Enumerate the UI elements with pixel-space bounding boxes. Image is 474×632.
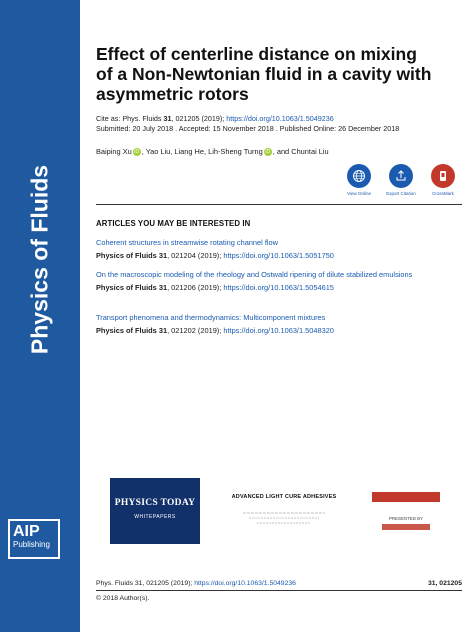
related-articles-heading: ARTICLES YOU MAY BE INTERESTED IN bbox=[96, 219, 251, 228]
article-title: Effect of centerline distance on mixing of a Non-Newtonian fluid in a cavity with asymmetric rotors bbox=[96, 44, 432, 104]
related-article-title[interactable]: Coherent structures in streamwise rotating channel flow bbox=[96, 238, 278, 247]
dates-line: Submitted: 20 July 2018 . Accepted: 15 November 2018 . Published Online: 26 December 2018 bbox=[96, 124, 400, 133]
crossmark-label: CrossMark bbox=[432, 191, 454, 196]
ad3-banner bbox=[372, 492, 440, 502]
footer-cite-prefix: Phys. Fluids 31, 021205 (2019); bbox=[96, 580, 195, 587]
journal-sidebar bbox=[0, 0, 80, 632]
rel-journal: Physics of Fluids bbox=[96, 251, 159, 260]
related-article bbox=[96, 270, 466, 293]
journal-name: Physics of Fluids bbox=[26, 164, 53, 355]
author-name[interactable]: Baiping Xu bbox=[96, 147, 132, 156]
crossmark-icon bbox=[431, 164, 455, 188]
rel-volume: 31 bbox=[158, 326, 168, 335]
crossmark-button[interactable] bbox=[428, 164, 458, 196]
author-separator: , bbox=[203, 147, 209, 156]
rel-volume: 31 bbox=[158, 251, 168, 260]
rel-volume: 31 bbox=[158, 283, 168, 292]
footer-page-number: 31, 021205 bbox=[427, 580, 462, 587]
rel-cite: , 021204 (2019); bbox=[167, 251, 224, 260]
related-article-citation bbox=[96, 283, 466, 293]
view-online-button[interactable] bbox=[344, 164, 374, 196]
orcid-icon[interactable]: iD bbox=[134, 149, 140, 156]
related-article-doi-link[interactable]: https://doi.org/10.1063/1.5048320 bbox=[223, 326, 334, 335]
rel-cite: , 021206 (2019); bbox=[167, 283, 224, 292]
rel-journal: Physics of Fluids bbox=[96, 283, 159, 292]
sponsor-logo bbox=[372, 523, 440, 533]
physics-today-ad[interactable] bbox=[110, 478, 200, 544]
globe-icon bbox=[347, 164, 371, 188]
author-name[interactable]: Liang He bbox=[174, 147, 204, 156]
aip-publishing-logo[interactable] bbox=[8, 519, 60, 559]
export-citation-label: Export Citation bbox=[386, 191, 416, 196]
cite-volume: 31 bbox=[163, 114, 172, 123]
related-article-citation bbox=[96, 251, 466, 261]
ad1-title: PHYSICS TODAY bbox=[114, 498, 196, 508]
sponsor-ad[interactable] bbox=[372, 492, 440, 533]
related-article-doi-link[interactable]: https://doi.org/10.1063/1.5051750 bbox=[223, 251, 334, 260]
author-name[interactable]: Chuntai Liu bbox=[291, 147, 329, 156]
view-online-label: View Online bbox=[347, 191, 371, 196]
advertisement-banner[interactable] bbox=[110, 478, 466, 544]
export-citation-button[interactable] bbox=[386, 164, 416, 196]
ad3-presented-by: PRESENTED BY bbox=[389, 516, 423, 521]
rel-cite: , 021202 (2019); bbox=[167, 326, 224, 335]
ad2-fineprint bbox=[226, 510, 342, 530]
author-separator: , bbox=[141, 147, 146, 156]
ad2-title: ADVANCED LIGHT CURE ADHESIVES bbox=[231, 494, 337, 500]
author-separator: , bbox=[170, 147, 175, 156]
author-separator: , and bbox=[272, 147, 292, 156]
related-article-doi-link[interactable]: https://doi.org/10.1063/1.5054615 bbox=[223, 283, 334, 292]
related-article-title[interactable]: On the macroscopic modeling of the rheology and Ostwald ripening of dilute stabilized emulsions bbox=[96, 270, 413, 279]
related-article bbox=[96, 238, 466, 261]
cite-line bbox=[96, 114, 466, 124]
ad1-subtitle: WHITEPAPERS bbox=[134, 514, 176, 520]
author-name[interactable]: Lih-Sheng Turng bbox=[208, 147, 263, 156]
author-list bbox=[96, 147, 466, 157]
related-article bbox=[96, 313, 466, 336]
author-name[interactable]: Yao Liu bbox=[145, 147, 171, 156]
cite-suffix: , 021205 (2019); bbox=[171, 114, 227, 123]
logo-line1: AIP bbox=[13, 523, 40, 540]
citation-block bbox=[96, 114, 466, 134]
footer-citation bbox=[96, 580, 296, 587]
light-cure-ad[interactable] bbox=[226, 494, 342, 530]
export-icon bbox=[389, 164, 413, 188]
article-doi-link[interactable]: https://doi.org/10.1063/1.5049236 bbox=[226, 114, 334, 123]
section-divider bbox=[96, 204, 462, 205]
related-article-citation bbox=[96, 326, 466, 336]
logo-line2: Publishing bbox=[13, 540, 50, 549]
article-actions bbox=[344, 164, 466, 204]
related-article-title[interactable]: Transport phenomena and thermodynamics: Multicomponent mixtures bbox=[96, 313, 326, 322]
orcid-icon[interactable]: iD bbox=[265, 149, 271, 156]
footer-divider bbox=[96, 590, 462, 591]
rel-journal: Physics of Fluids bbox=[96, 326, 159, 335]
footer-doi-link[interactable]: https://doi.org/10.1063/1.5049236 bbox=[194, 580, 296, 587]
copyright: © 2018 Author(s). bbox=[96, 595, 150, 602]
cite-prefix: Cite as: Phys. Fluids bbox=[96, 114, 164, 123]
